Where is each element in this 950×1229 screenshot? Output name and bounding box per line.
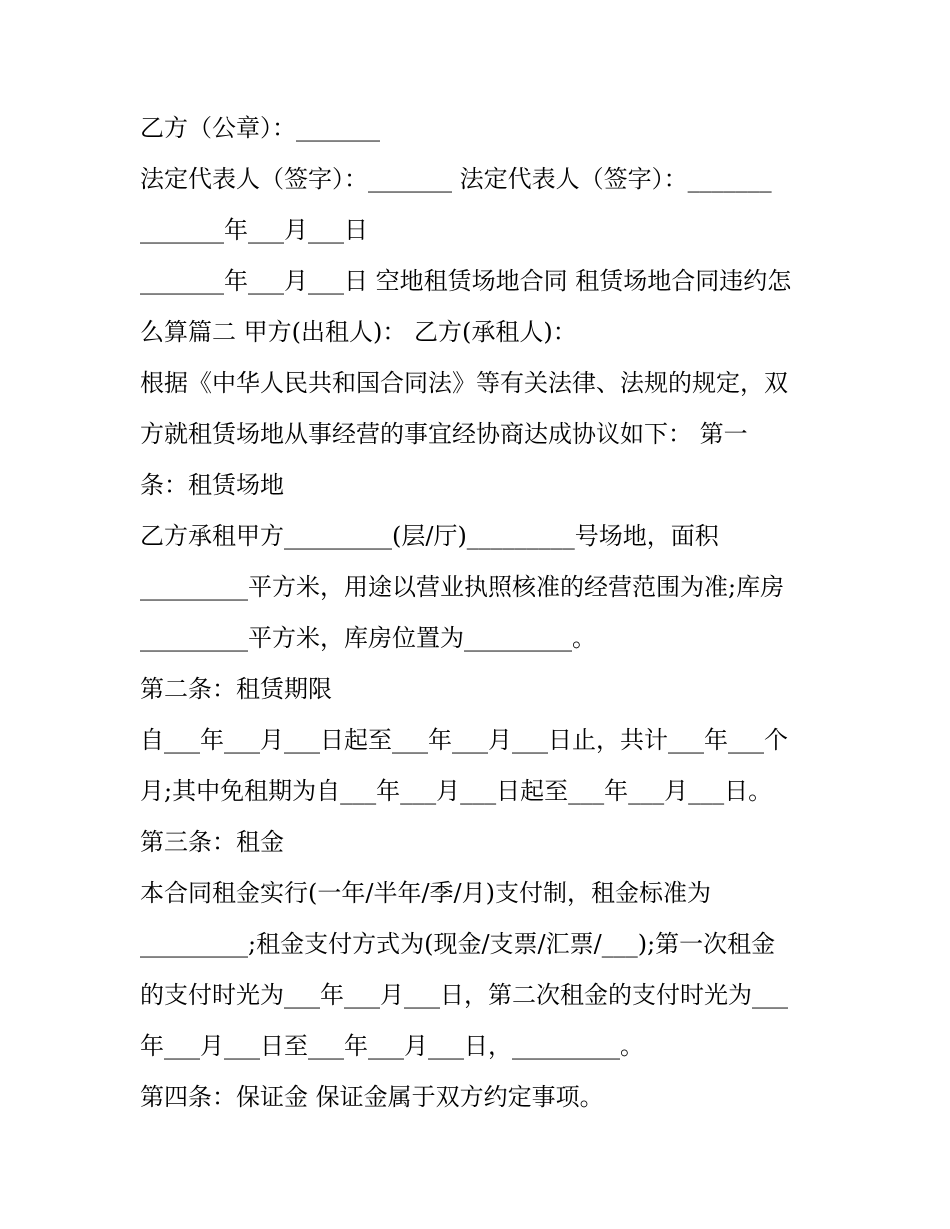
contract-text — [140, 103, 812, 1123]
article-1-line-1: 乙方承租甲方_________(层/厅)_________号场地，面积 — [140, 522, 719, 550]
article-3-line-1: 本合同租金实行(一年/半年/季/月)支付制，租金标准为 — [140, 879, 711, 907]
article-2-line-2: 月;其中免租期为自___年___月___日起至___年___月___日。 — [140, 777, 773, 805]
legal-representative-signature-line: 法定代表人（签字）：_______ 法定代表人（签字）：_______ — [140, 165, 772, 193]
article-3-line-2: _________;租金支付方式为(现金/支票/汇票/___);第一次租金 — [140, 930, 776, 958]
preamble-line-2: 方就租赁场地从事经营的事宜经协商达成协议如下： 第一 — [140, 420, 748, 448]
party-b-seal-line: 乙方（公章）：_______ — [140, 114, 380, 142]
article-3-line-3: 的支付时光为___年___月___日，第二次租金的支付时光为___ — [140, 981, 788, 1009]
parties-line: 么算篇二 甲方(出租人)： 乙方(承租人)： — [140, 318, 577, 346]
article-1-heading: 条：租赁场地 — [140, 471, 284, 499]
article-1-line-3: _________平方米，库房位置为_________。 — [140, 624, 596, 652]
article-2-line-1: 自___年___月___日起至___年___月___日止，共计___年___个 — [140, 726, 788, 754]
date-and-title-line: _______年___月___日 空地租赁场地合同 租赁场地合同违约怎 — [140, 267, 792, 295]
article-1-line-2: _________平方米，用途以营业执照核准的经营范围为准;库房 — [140, 573, 785, 601]
signature-date-line: _______年___月___日 — [140, 216, 368, 244]
article-3-heading: 第三条：租金 — [140, 828, 284, 856]
preamble-line-1: 根据《中华人民共和国合同法》等有关法律、法规的规定，双 — [140, 369, 788, 397]
article-3-line-4: 年___月___日至___年___月___日，_________。 — [140, 1032, 644, 1060]
article-2-heading: 第二条：租赁期限 — [140, 675, 332, 703]
article-4-heading: 第四条：保证金 保证金属于双方约定事项。 — [140, 1083, 604, 1111]
